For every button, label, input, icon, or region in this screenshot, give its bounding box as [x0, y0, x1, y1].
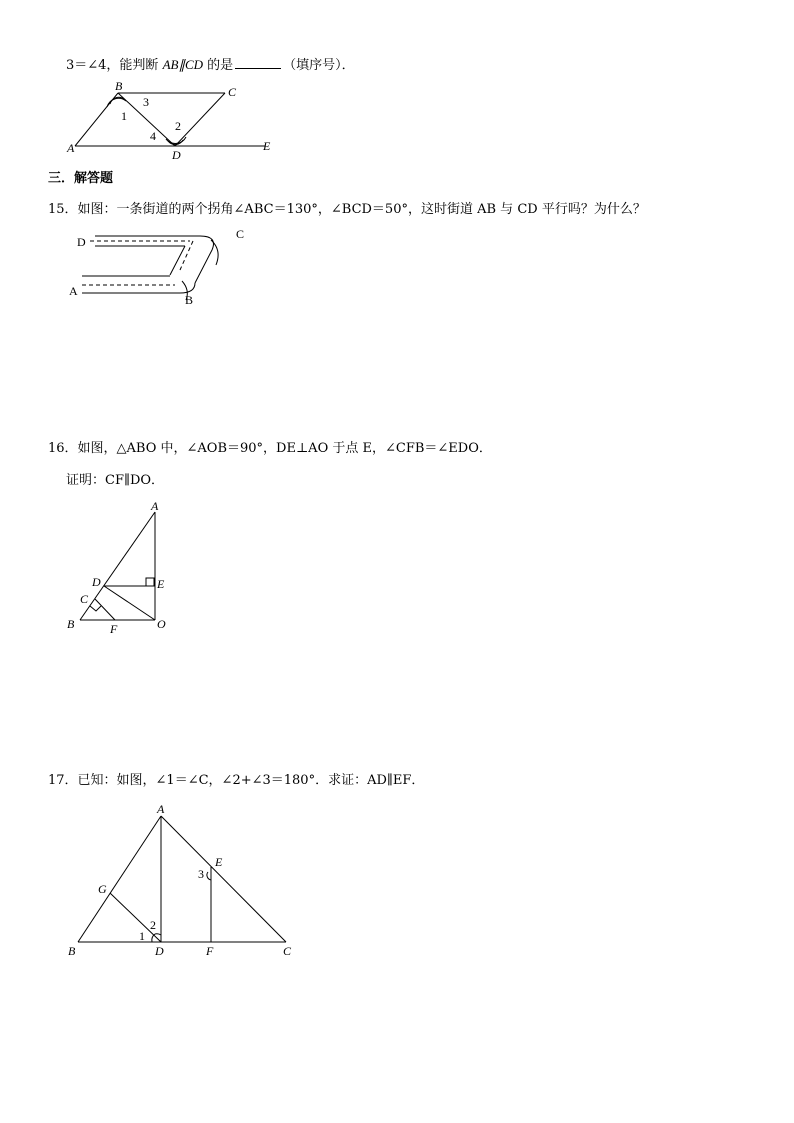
fig16-label-F: F	[110, 622, 118, 636]
fig15-label-D: D	[77, 235, 86, 249]
fig16-label-O: O	[157, 617, 166, 631]
fig17-label-G: G	[98, 882, 107, 896]
q16-proof: 证明：CF∥DO．	[66, 473, 165, 488]
fig15-label-C: C	[236, 227, 245, 241]
fig14-angle-4: 4	[150, 129, 156, 143]
fig16-label-B: B	[67, 617, 75, 631]
fig14-label-A: A	[67, 141, 75, 155]
q16-text: 16．如图，△ABO 中，∠AOB＝90°，DE⊥AO 于点 E，∠CFB＝∠EDO．	[48, 441, 492, 456]
fig14-angle-3: 3	[143, 95, 149, 109]
fig17-angle-1: 1	[139, 929, 145, 943]
fig14-angle-2: 2	[175, 119, 181, 133]
fig16-label-C: C	[80, 592, 89, 606]
q17-text: 17．已知：如图，∠1＝∠C，∠2+∠3＝180°．求证：AD∥EF．	[48, 773, 425, 788]
q14-suffix: （填序号）．	[283, 58, 355, 73]
q14-text-before: 3＝∠4，能判断	[66, 58, 163, 73]
fig14-label-C: C	[228, 85, 237, 99]
fig14-label-B: B	[115, 79, 123, 93]
q14-relation: AB∥CD	[162, 57, 204, 72]
fig17-angle-3: 3	[198, 867, 204, 881]
section-title: 三．解答题	[48, 171, 114, 186]
fig16-label-A: A	[151, 499, 159, 513]
fig17-label-B: B	[68, 944, 76, 958]
q15-text: 15．如图：一条街道的两个拐角∠ABC＝130°，∠BCD＝50°，这时街道 AB 与 CD 平行吗？为什么？	[48, 202, 646, 217]
q14-text	[66, 57, 355, 74]
fig16-label-E: E	[157, 577, 165, 591]
fig14-angle-1: 1	[121, 109, 127, 123]
fig14-label-D: D	[172, 148, 181, 162]
fig17-angle-2: 2	[150, 918, 156, 932]
q14-answer-blank[interactable]	[235, 57, 281, 69]
q14-text-after: 的是	[203, 58, 234, 73]
fig17-label-A: A	[157, 802, 165, 816]
fig16-label-D: D	[92, 575, 101, 589]
fig15-label-B: B	[185, 293, 194, 307]
fig14-label-E: E	[263, 139, 271, 153]
fig17-label-E: E	[215, 855, 223, 869]
fig17-label-F: F	[206, 944, 214, 958]
fig17-label-C: C	[283, 944, 292, 958]
fig17-label-D: D	[155, 944, 164, 958]
fig15-label-A: A	[69, 284, 78, 298]
